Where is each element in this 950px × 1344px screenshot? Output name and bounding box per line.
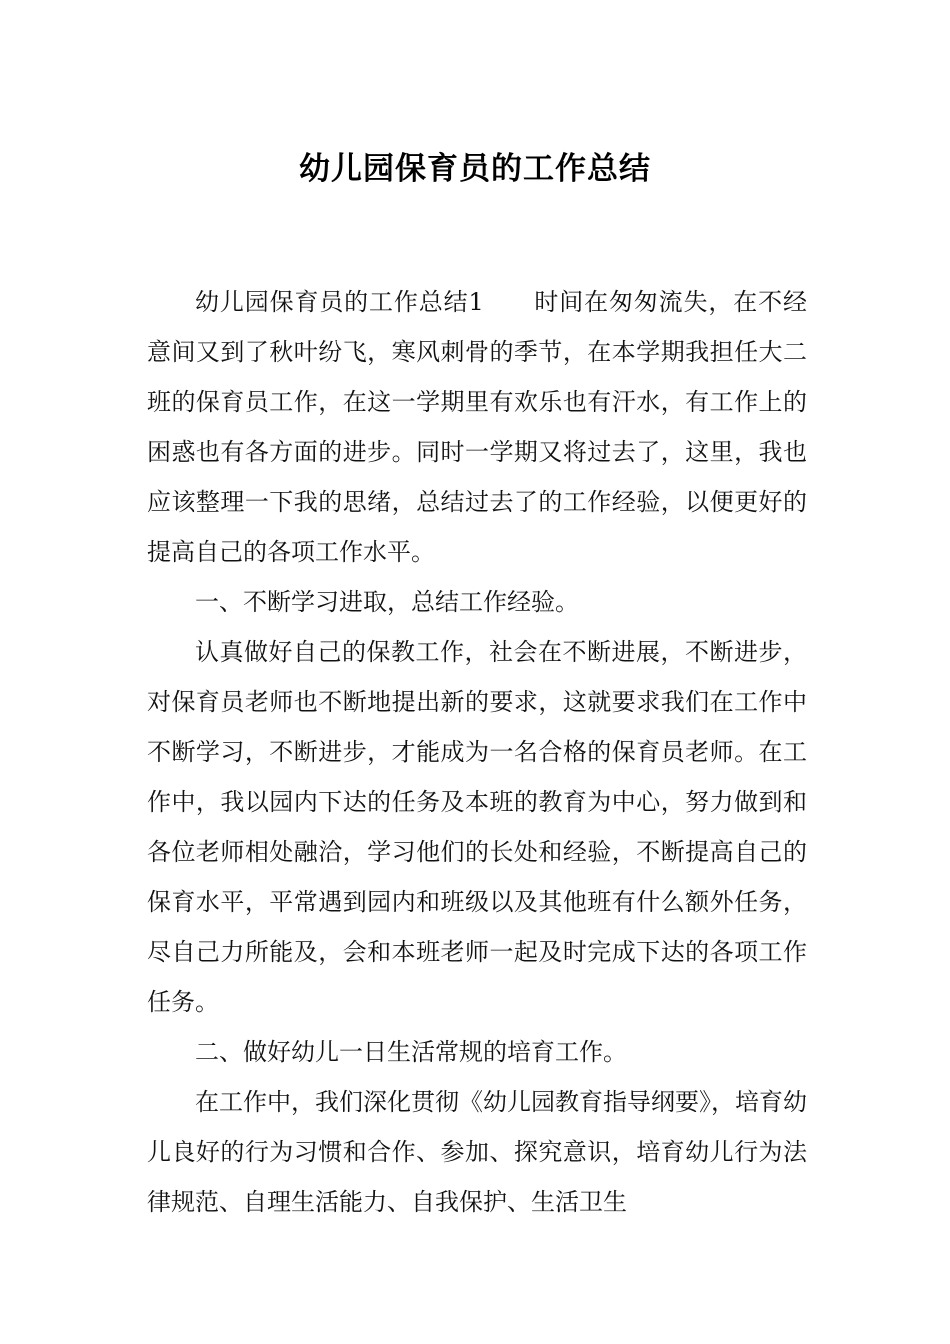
paragraph-section-2: 在工作中，我们深化贯彻《幼儿园教育指导纲要》，培育幼儿良好的行为习惯和合作、参加、探究意识，培育幼儿行为法律规范、自理生活能力、自我保护、生活卫生 <box>147 1088 807 1216</box>
document-body <box>147 277 807 1227</box>
document-title: 幼儿园保育员的工作总结 <box>299 150 651 187</box>
section-heading-1: 一、不断学习进取，总结工作经验。 <box>195 588 579 616</box>
paragraph-section-1: 认真做好自己的保教工作，社会在不断进展，不断进步，对保育员老师也不断地提出新的要求，这就要求我们在工作中不断学习，不断进步，才能成为一名合格的保育员老师。在工作中，我以园内下达的任务及本班的教育为中心，努力做到和各位老师相处融洽，学习他们的长处和经验，不断提高自己的保育水平，平常遇到园内和班级以及其他班有什么额外任务，尽自己力所能及，会和本班老师一起及时完成下达的各项工作任务。 <box>147 638 807 1016</box>
paragraph-intro: 幼儿园保育员的工作总结1 时间在匆匆流失，在不经意间又到了秋叶纷飞，寒风刺骨的季节，在本学期我担任大二班的保育员工作，在这一学期里有欢乐也有汗水，有工作上的困惑也有各方面的进步。同时一学期又将过去了，这里，我也应该整理一下我的思绪，总结过去了的工作经验，以便更好的提高自己的各项工作水平。 <box>147 288 807 566</box>
section-heading-2: 二、做好幼儿一日生活常规的培育工作。 <box>195 1038 627 1066</box>
